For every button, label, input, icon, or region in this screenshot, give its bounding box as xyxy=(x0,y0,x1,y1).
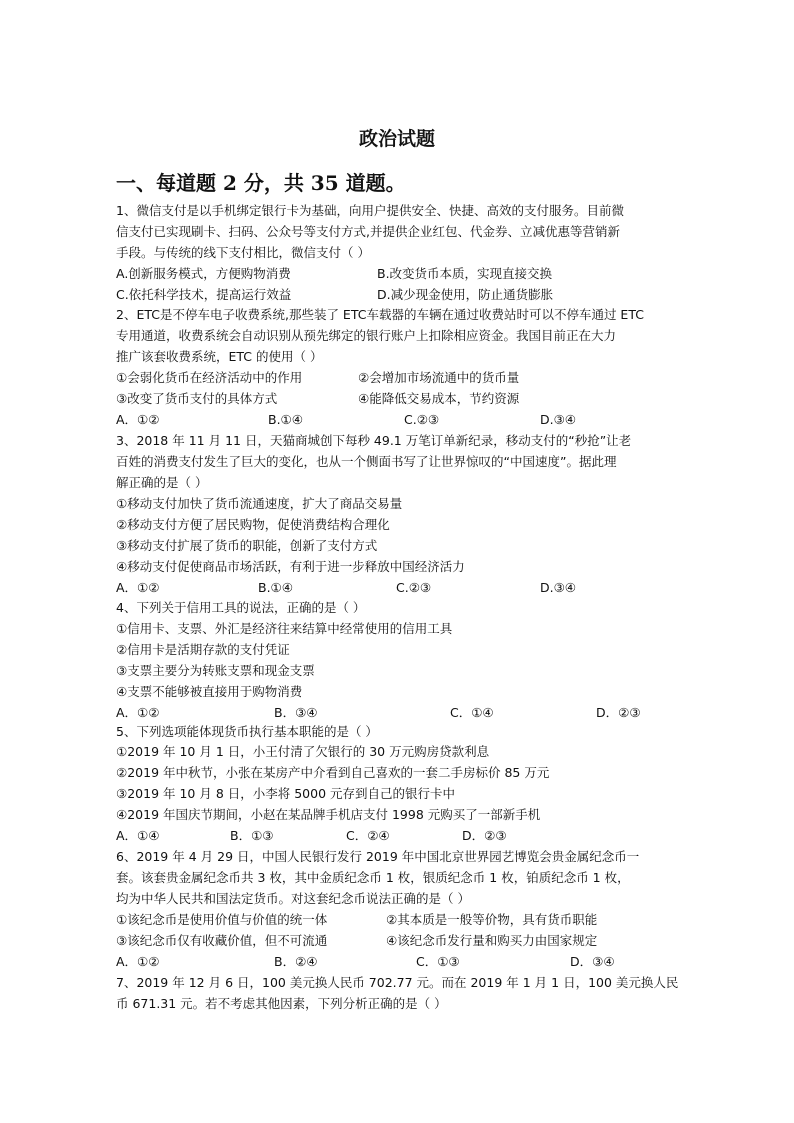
question-4-statement-2: ②信用卡是活期存款的支付凭证 xyxy=(116,642,290,657)
question-4-option-d: D．②③ xyxy=(596,705,641,720)
question-2-statement-1: ①会弱化货币在经济活动中的作用 xyxy=(116,370,303,385)
question-6-option-b: B．②④ xyxy=(274,954,318,969)
question-2-text-line-1: 2、ETC是不停车电子收费系统,那些装了 ETC车载器的车辆在通过收费站时可以不停车通过 ETC xyxy=(116,307,644,322)
question-6-text-line-1: 6、2019 年 4 月 29 日，中国人民银行发行 2019 年中国北京世界园艺博览会贵金属纪念币一 xyxy=(116,849,640,864)
question-5-statement-4: ④2019 年国庆节期间，小赵在某品牌手机店支付 1998 元购买了一部新手机 xyxy=(116,807,541,822)
question-7-text-line-2: 币 671.31 元。若不考虑其他因素，下列分析正确的是（ ） xyxy=(116,996,447,1011)
question-1-option-a: A.创新服务模式，方便购物消费 xyxy=(116,266,291,281)
question-5-option-c: C．②④ xyxy=(346,828,390,843)
question-2-text-line-2: 专用通道，收费系统会自动识别从预先绑定的银行账户上扣除相应资金。我国目前正在大力 xyxy=(116,328,617,343)
question-6-statement-3: ③该纪念币仅有收藏价值，但不可流通 xyxy=(116,933,328,948)
question-3-option-c: C.②③ xyxy=(396,580,432,595)
question-6-option-c: C．①③ xyxy=(416,954,460,969)
question-3-statement-2: ②移动支付方便了居民购物，促使消费结构合理化 xyxy=(116,517,390,532)
question-3-text-line-1: 3、2018 年 11 月 11 日，天猫商城创下每秒 49.1 万笔订单新纪录，移动支付的“秒抢”让老 xyxy=(116,433,632,448)
question-3-statement-1: ①移动支付加快了货币流通速度，扩大了商品交易量 xyxy=(116,496,403,511)
question-6-statement-1: ①该纪念币是使用价值与价值的统一体 xyxy=(116,912,328,927)
question-2-option-b: B.①④ xyxy=(268,412,303,427)
question-3-statement-4: ④移动支付促使商品市场活跃，有利于进一步释放中国经济活力 xyxy=(116,559,465,574)
question-2-statement-2: ②会增加市场流通中的货币量 xyxy=(358,370,520,385)
question-3-statement-3: ③移动支付扩展了货币的职能，创新了支付方式 xyxy=(116,538,378,553)
question-1-option-b: B.改变货币本质，实现直接交换 xyxy=(377,266,553,281)
question-4-option-b: B．③④ xyxy=(274,705,318,720)
question-1-option-d: D.减少现金使用，防止通货膨胀 xyxy=(377,287,554,302)
question-2-option-a: A．①② xyxy=(116,412,160,427)
question-4-option-a: A．①② xyxy=(116,705,160,720)
question-2-option-d: D.③④ xyxy=(540,412,577,427)
question-5-option-b: B．①③ xyxy=(230,828,274,843)
question-1-text-line-3: 手段。与传统的线下支付相比，微信支付（ ） xyxy=(116,245,370,260)
question-1-text-line-2: 信支付已实现刷卡、扫码、公众号等支付方式,并提供企业红包、代金券、立减优惠等营销新 xyxy=(116,224,620,239)
question-1-option-c: C.依托科学技术，提高运行效益 xyxy=(116,287,292,302)
question-3-option-a: A．①② xyxy=(116,580,160,595)
question-3-text-line-3: 解正确的是（ ） xyxy=(116,475,208,490)
page-title: 政治试题 xyxy=(358,128,435,150)
question-4-statement-1: ①信用卡、支票、外汇是经济往来结算中经常使用的信用工具 xyxy=(116,621,453,636)
question-3-option-d: D.③④ xyxy=(540,580,577,595)
question-2-statement-3: ③改变了货币支付的具体方式 xyxy=(116,391,278,406)
question-2-statement-4: ④能降低交易成本，节约资源 xyxy=(358,391,520,406)
question-2-text-line-3: 推广该套收费系统，ETC 的使用（ ） xyxy=(116,349,323,364)
question-3-text-line-2: 百姓的消费支付发生了巨大的变化，也从一个侧面书写了让世界惊叹的“中国速度”。据此理 xyxy=(116,454,617,469)
question-4-statement-4: ④支票不能够被直接用于购物消费 xyxy=(116,684,303,699)
question-6-statement-2: ②其本质是一般等价物，具有货币职能 xyxy=(386,912,598,927)
question-7-text-line-1: 7、2019 年 12 月 6 日，100 美元换人民币 702.77 元。而在 2019 年 1 月 1 日，100 美元换人民 xyxy=(116,975,679,990)
question-4-statement-3: ③支票主要分为转账支票和现金支票 xyxy=(116,663,315,678)
question-1-text-line-1: 1、微信支付是以手机绑定银行卡为基础，向用户提供安全、快捷、高效的支付服务。目前微 xyxy=(116,203,624,218)
question-5-option-a: A．①④ xyxy=(116,828,160,843)
question-5-statement-2: ②2019 年中秋节，小张在某房产中介看到自己喜欢的一套二手房标价 85 万元 xyxy=(116,765,550,780)
question-4-text-line-1: 4、下列关于信用工具的说法，正确的是（ ） xyxy=(116,600,366,615)
question-5-statement-3: ③2019 年 10 月 8 日，小李将 5000 元存到自己的银行卡中 xyxy=(116,786,456,801)
question-5-option-d: D．②③ xyxy=(462,828,507,843)
question-2-option-c: C.②③ xyxy=(404,412,440,427)
question-6-statement-4: ④该纪念币发行量和购买力由国家规定 xyxy=(386,933,598,948)
question-3-option-b: B.①④ xyxy=(258,580,293,595)
section-heading: 一、每道题 2 分，共 35 道题。 xyxy=(116,171,406,195)
question-6-text-line-3: 均为中华人民共和国法定货币。对这套纪念币说法正确的是（ ） xyxy=(116,891,470,906)
question-6-option-a: A．①② xyxy=(116,954,160,969)
question-5-statement-1: ①2019 年 10 月 1 日，小王付清了欠银行的 30 万元购房贷款利息 xyxy=(116,744,490,759)
question-6-text-line-2: 套。该套贵金属纪念币共 3 枚，其中金质纪念币 1 枚，银质纪念币 1 枚，铂质纪念币 1 枚， xyxy=(116,870,630,885)
question-6-option-d: D．③④ xyxy=(570,954,615,969)
question-4-option-c: C．①④ xyxy=(450,705,494,720)
question-5-text-line-1: 5、下列选项能体现货币执行基本职能的是（ ） xyxy=(116,724,378,739)
